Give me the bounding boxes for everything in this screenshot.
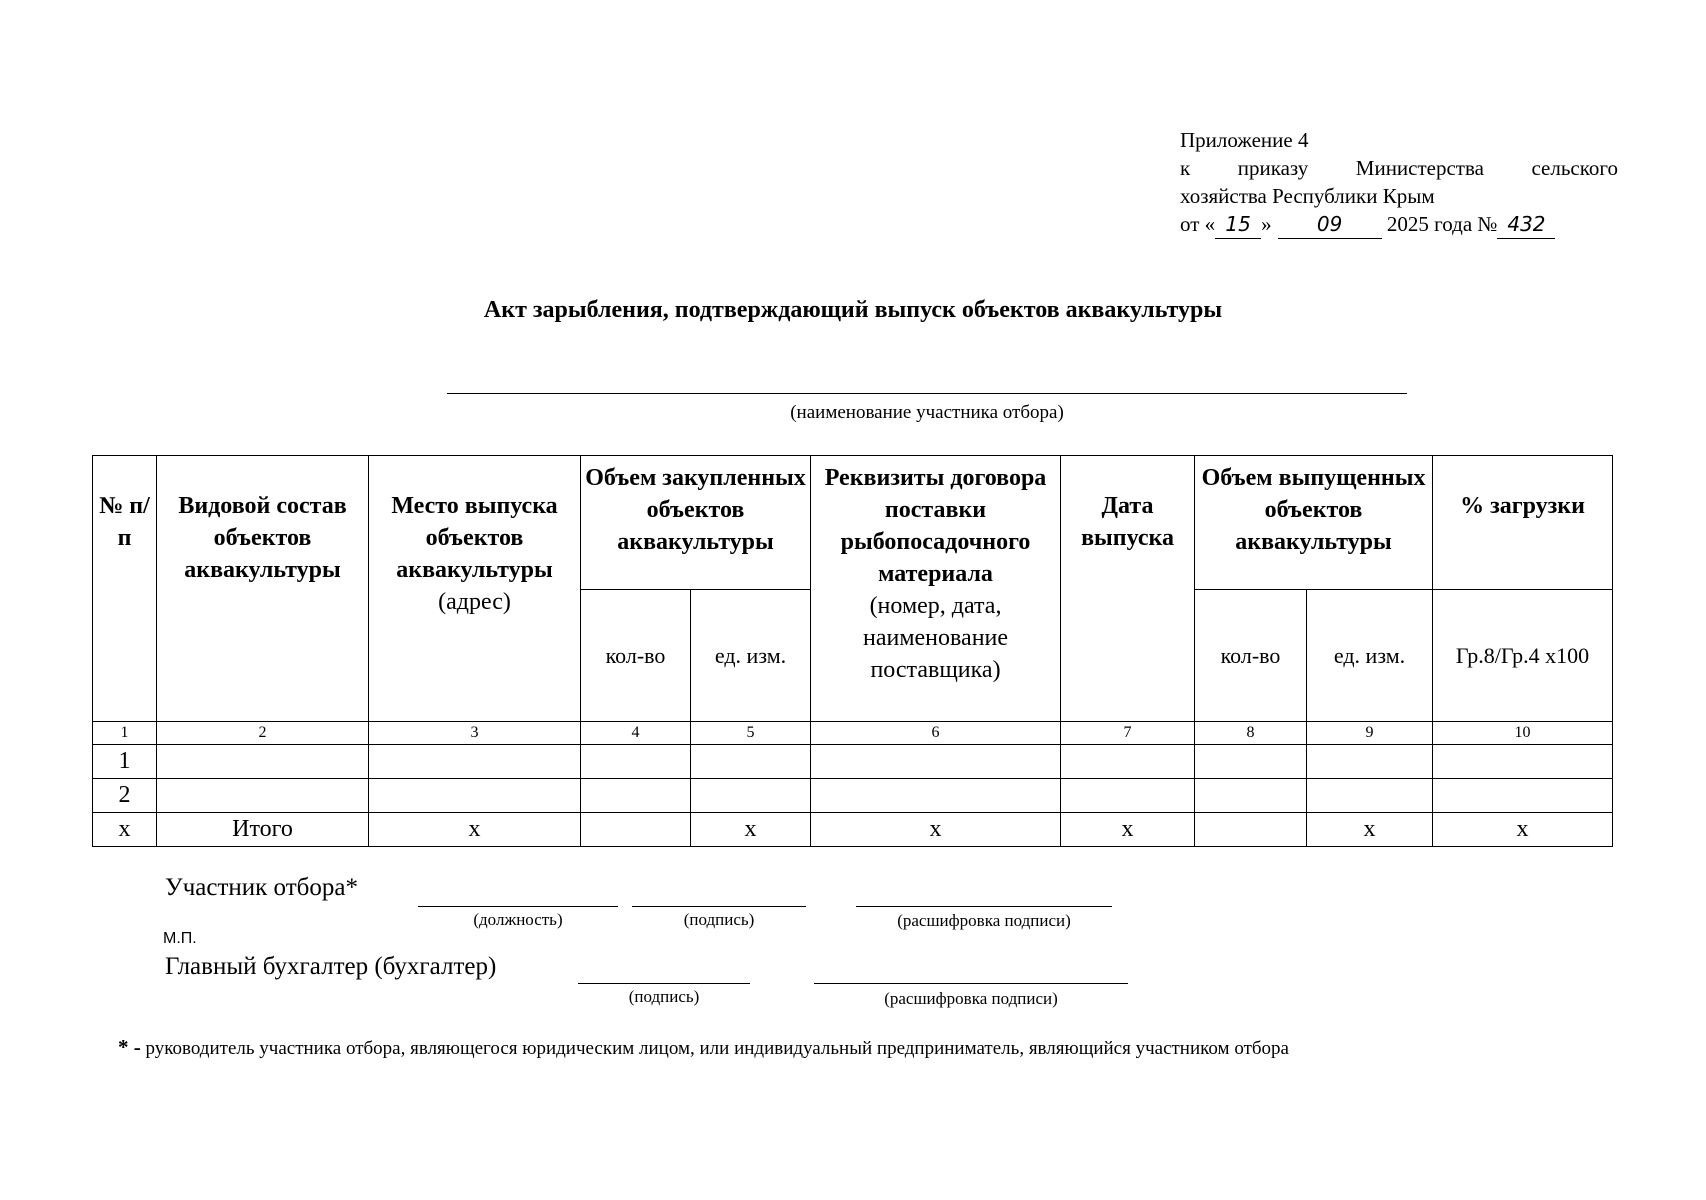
column-number: 4 xyxy=(581,722,691,745)
table-cell xyxy=(691,779,811,813)
table-cell xyxy=(157,779,369,813)
subheader-qty: кол-во xyxy=(581,590,691,722)
column-number: 9 xyxy=(1307,722,1433,745)
position-line xyxy=(418,906,618,907)
column-number: 1 xyxy=(93,722,157,745)
header-contract-text: Реквизиты договора поставки рыбопосадочного материала xyxy=(824,465,1047,587)
header-num: № п/п xyxy=(93,456,157,722)
header-place xyxy=(369,456,581,722)
subheader-unit-released: ед. изм. xyxy=(1307,590,1433,722)
decode-caption: (расшифровка подписи) xyxy=(897,911,1071,930)
table-cell xyxy=(157,745,369,779)
date-prefix: от « xyxy=(1180,212,1216,236)
header-place-text: Место выпуска объектов аквакультуры xyxy=(391,493,558,583)
position-caption: (должность) xyxy=(473,910,563,929)
table-cell xyxy=(581,813,691,847)
signature-caption: (подпись) xyxy=(683,910,755,929)
table-cell xyxy=(1307,779,1433,813)
table-cell xyxy=(1195,813,1307,847)
table-cell: 2 xyxy=(93,779,157,813)
footnote-text: руководитель участника отбора, являющегося юридическим лицом, или индивидуальный предприниматель, являющийся участником отбора xyxy=(140,1038,1289,1059)
appendix-word: Министерства xyxy=(1355,156,1484,180)
participant-name-line xyxy=(447,393,1407,394)
table-cell: x xyxy=(811,813,1061,847)
accountant-decode-caption: (расшифровка подписи) xyxy=(884,989,1058,1008)
subheader-qty-released: кол-во xyxy=(1195,590,1307,722)
appendix-date-line xyxy=(1180,210,1618,239)
table-cell xyxy=(1307,745,1433,779)
table-cell: x xyxy=(1433,813,1613,847)
date-mid: » xyxy=(1261,212,1272,236)
table-cell: 1 xyxy=(93,745,157,779)
document-title: Акт зарыбления, подтверждающий выпуск объектов аквакультуры xyxy=(483,297,1223,323)
accountant-decode-line xyxy=(814,983,1128,984)
table-row xyxy=(93,779,1613,813)
accountant-signature-caption: (подпись) xyxy=(628,987,700,1006)
table-cell xyxy=(581,745,691,779)
date-day: 15 xyxy=(1215,210,1261,239)
participant-label: Участник отбора* xyxy=(165,874,358,901)
table-cell xyxy=(691,745,811,779)
participant-caption: (наименование участника отбора) xyxy=(790,402,1064,423)
appendix-word: сельского xyxy=(1531,156,1618,180)
appendix-word: к xyxy=(1180,156,1191,180)
table-cell xyxy=(811,745,1061,779)
footnote xyxy=(118,1035,1289,1060)
column-number: 10 xyxy=(1433,722,1613,745)
column-number-row xyxy=(93,722,1613,745)
subheader-formula: Гр.8/Гр.4 x100 xyxy=(1433,590,1613,722)
column-number: 3 xyxy=(369,722,581,745)
header-place-address: (адрес) xyxy=(438,589,511,615)
table-cell xyxy=(1433,779,1613,813)
header-released: Объем выпущенных объектов аквакультуры xyxy=(1195,456,1433,590)
appendix-title: Приложение 4 xyxy=(1180,128,1309,152)
table-cell: x xyxy=(1307,813,1433,847)
stamp-label: М.П. xyxy=(163,930,197,947)
table-cell xyxy=(1061,779,1195,813)
header-contract xyxy=(811,456,1061,722)
header-row xyxy=(93,456,1613,590)
table-cell xyxy=(1195,745,1307,779)
appendix-word: приказу xyxy=(1237,156,1309,180)
table-cell xyxy=(1433,745,1613,779)
column-number: 2 xyxy=(157,722,369,745)
table-cell: x xyxy=(691,813,811,847)
table-cell xyxy=(369,745,581,779)
table-cell: x xyxy=(369,813,581,847)
header-load: % загрузки xyxy=(1433,456,1613,590)
table-cell xyxy=(1195,779,1307,813)
appendix-order-line xyxy=(1180,154,1618,182)
table-cell xyxy=(811,779,1061,813)
table-cell xyxy=(1061,745,1195,779)
header-species: Видовой состав объектов аквакультуры xyxy=(157,456,369,722)
order-number: 432 xyxy=(1497,210,1555,239)
header-release-date: Дата выпуска xyxy=(1061,456,1195,722)
decode-line xyxy=(856,906,1112,907)
total-label: Итого xyxy=(157,813,369,847)
table-cell xyxy=(581,779,691,813)
footnote-marker: * - xyxy=(118,1035,141,1059)
column-number: 6 xyxy=(811,722,1061,745)
release-table xyxy=(92,455,1613,847)
appendix-block xyxy=(1180,126,1618,239)
signature-line xyxy=(632,906,806,907)
total-row xyxy=(93,813,1613,847)
header-contract-details: (номер, дата, наименование поставщика) xyxy=(863,593,1009,683)
table-cell: x xyxy=(93,813,157,847)
accountant-signature-line xyxy=(578,983,750,984)
column-number: 7 xyxy=(1061,722,1195,745)
appendix-ministry: хозяйства Республики Крым xyxy=(1180,184,1435,208)
table-row xyxy=(93,745,1613,779)
date-month: 09 xyxy=(1278,210,1382,239)
accountant-label: Главный бухгалтер (бухгалтер) xyxy=(165,953,497,980)
header-purchased: Объем закупленных объектов аквакультуры xyxy=(581,456,811,590)
column-number: 5 xyxy=(691,722,811,745)
date-year-text: 2025 года № xyxy=(1386,212,1498,236)
table-cell: x xyxy=(1061,813,1195,847)
table-cell xyxy=(369,779,581,813)
subheader-unit: ед. изм. xyxy=(691,590,811,722)
column-number: 8 xyxy=(1195,722,1307,745)
